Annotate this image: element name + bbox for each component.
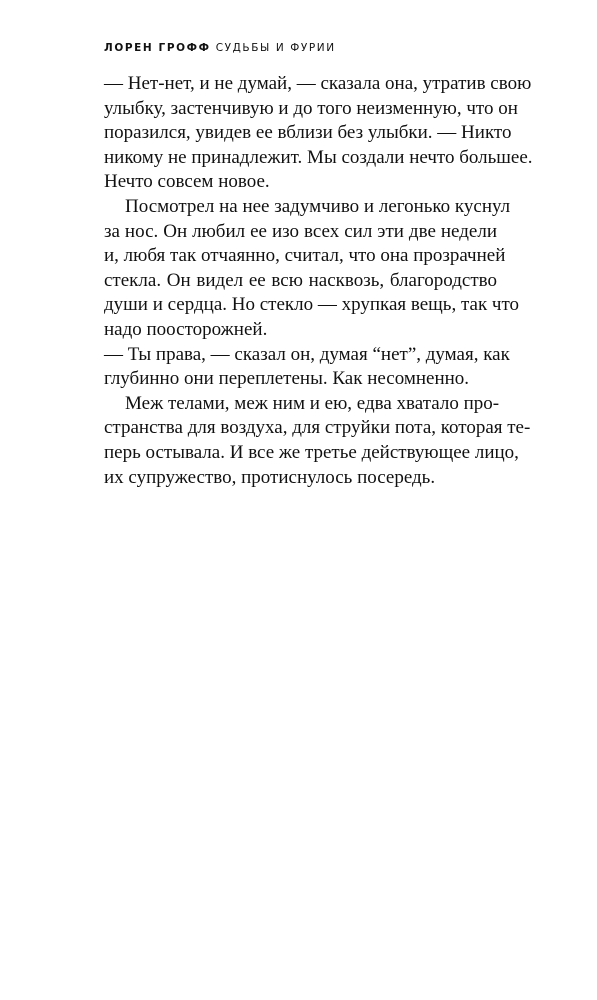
paragraph bbox=[104, 72, 533, 195]
running-head bbox=[104, 42, 336, 54]
paragraph bbox=[104, 343, 510, 392]
text-line: никому не принадлежит. Мы создали нечто большее. bbox=[104, 146, 533, 168]
running-head-book-title: СУДЬБЫ И ФУРИИ bbox=[215, 42, 336, 54]
text-line: души и сердца. Но стекло — хрупкая вещь, так что bbox=[104, 294, 520, 316]
running-head-author: ЛОРЕН ГРОФФ bbox=[104, 42, 211, 54]
text-line: улыбку, застенчивую и до того неизменную, что он bbox=[104, 97, 518, 119]
text-line: стекла. Он видел ее всю насквозь, благородство bbox=[104, 269, 497, 291]
text-line: поразился, увидев ее вблизи без улыбки. — Никто bbox=[104, 122, 512, 144]
paragraph bbox=[104, 392, 531, 490]
text-line: их супружество, протиснулось посередь. bbox=[104, 466, 436, 488]
text-line: глубинно они переплетены. Как несомненно. bbox=[104, 368, 470, 390]
text-line: — Нет-нет, и не думай, — сказала она, утратив свою bbox=[104, 73, 532, 94]
paragraph bbox=[104, 195, 520, 343]
text-line: перь остывала. И все же третье действующее лицо, bbox=[104, 441, 519, 463]
text-line: странства для воздуха, для струйки пота, которая те- bbox=[104, 417, 531, 439]
text-line: за нос. Он любил ее изо всех сил эти две недели bbox=[104, 220, 497, 242]
text-line: Нечто совсем новое. bbox=[104, 171, 270, 193]
text-line: надо поосторожней. bbox=[104, 318, 268, 340]
body-text bbox=[104, 72, 533, 490]
text-line: — Ты права, — сказал он, думая “нет”, думая, как bbox=[104, 343, 510, 365]
text-line: Посмотрел на нее задумчиво и легонько куснул bbox=[125, 195, 511, 217]
text-line: и, любя так отчаянно, считал, что она прозрачней bbox=[104, 245, 506, 267]
text-line: Меж телами, меж ним и ею, едва хватало про- bbox=[125, 392, 500, 414]
